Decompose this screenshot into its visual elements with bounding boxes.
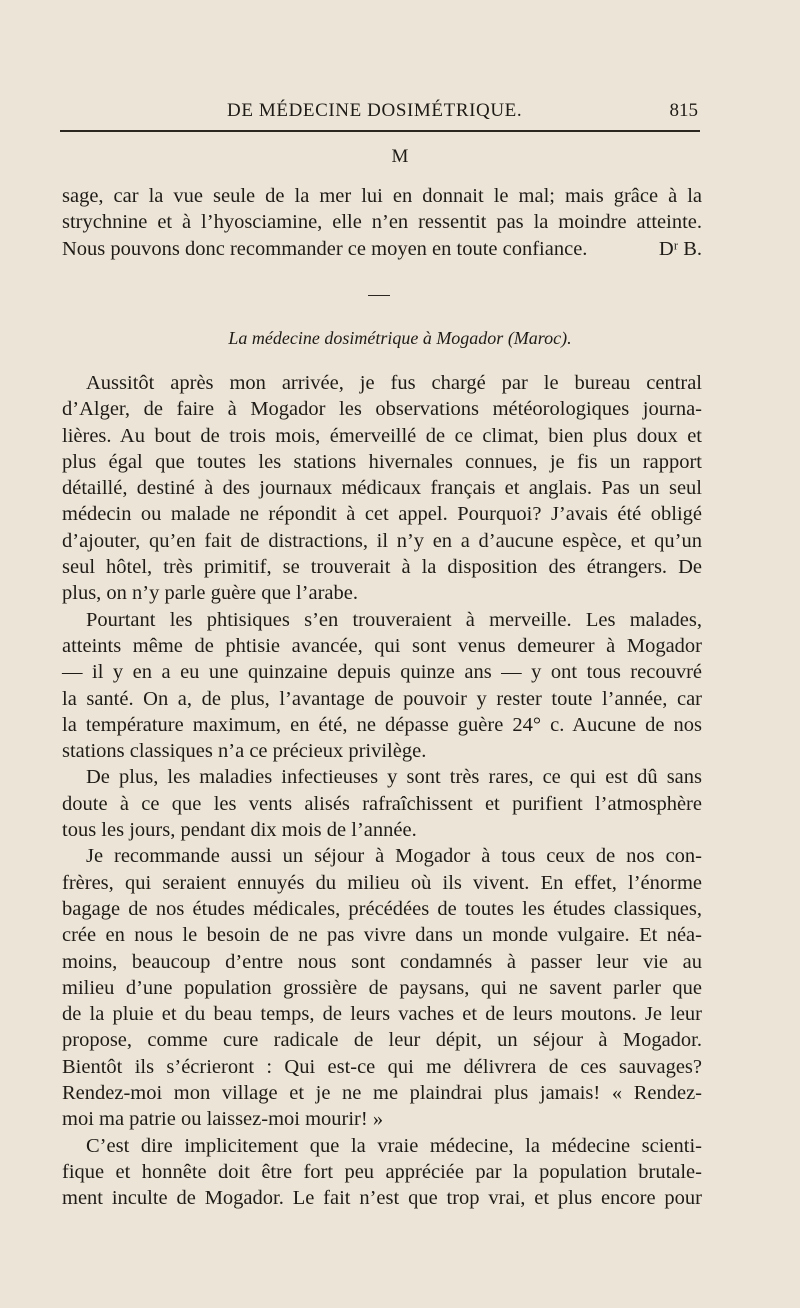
text-line: de la pluie et du beau temps, de leurs vaches et de leurs moutons. Je leur [62,1003,702,1026]
text-line: doute à ce que les vents alisés rafraîchissent et purifient l’atmosphère [62,792,702,815]
intro-paragraph [62,183,702,262]
text-line: fique et honnête doit être fort peu appréciée par la population brutale- [62,1160,702,1183]
text-line: Aussitôt après mon arrivée, je fus chargé par le bureau central [86,372,702,394]
header-rule [60,130,700,132]
text-line-content: Nous pouvons donc recommander ce moyen en toute confiance. [62,237,588,260]
text-line: la santé. On a, de plus, l’avantage de pouvoir y rester toute l’année, car [62,687,702,710]
text-line: sage, car la vue seule de la mer lui en donnait le mal; mais grâce à la [62,185,702,207]
text-line: tous les jours, pendant dix mois de l’année. [62,819,417,842]
text-line: Bientôt ils s’écrieront : Qui est-ce qui me délivrera de ces sauvages? [62,1055,702,1078]
text-line: C’est dire implicitement que la vraie médecine, la médecine scienti- [86,1134,702,1157]
page-header [62,100,698,130]
text-line: ment inculte de Mogador. Le fait n’est que trop vrai, et plus encore pour [62,1187,702,1210]
text-line: Rendez-moi mon village et je ne me plaindrai plus jamais! « Rendez- [62,1082,702,1105]
article-paragraph-1 [62,370,702,1212]
text-line: strychnine et à l’hyosciamine, elle n’en ressentit pas la moindre atteinte. [62,211,702,234]
text-line: d’ajouter, qu’en fait de distractions, il n’y en a d’aucune espèce, et qu’un [62,529,702,552]
text-line: frères, qui seraient ennuyés du milieu où ils vivent. En effet, l’énorme [62,871,702,894]
text-line: détaillé, destiné à des journaux médicaux français et anglais. Pas un seul [62,477,702,500]
text-line: lières. Au bout de trois mois, émerveillé de ce climat, bien plus doux et [62,424,702,447]
text-line: propose, comme cure radicale de leur dépit, un séjour à Mogador. [62,1029,702,1052]
signature-mark: M [391,146,409,167]
text-line: médecin ou malade ne répondit à cet appel. Pourquoi? J’avais été obligé [62,503,702,526]
text-line: milieu d’une population grossière de paysans, qui ne savent parler que [62,976,702,999]
running-title: DE MÉDECINE DOSIMÉTRIQUE. [227,100,523,121]
text-line: plus égal que toutes les stations hivernales connues, je fis un rapport [62,450,702,473]
text-line: Pourtant les phtisiques s’en trouveraient à merveille. Les malades, [86,608,702,631]
text-line: d’Alger, de faire à Mogador les observations météorologiques journa- [62,398,702,421]
text-line: stations classiques n’a ce précieux privilège. [62,740,427,763]
text-line: moins, beaucoup d’entre nous sont condamnés à passer leur vie au [62,950,702,973]
text-line: Je recommande aussi un séjour à Mogador à tous ceux de nos con- [86,845,702,868]
text-line: crée en nous le besoin de ne pas vivre dans un monde vulgaire. Et néa- [62,924,702,947]
page-number: 815 [669,100,698,121]
article-title: La médecine dosimétrique à Mogador (Maroc). [228,328,572,348]
text-line: seul hôtel, très primitif, se trouverait à la disposition des étrangers. De [62,556,702,579]
text-line: De plus, les maladies infectieuses y sont très rares, ce qui est dû sans [86,766,702,789]
text-line: bagage de nos études médicales, précédées de toutes les études classiques, [62,897,702,920]
text-line: moi ma patrie ou laissez-moi mourir! » [62,1108,384,1131]
text-line: atteints même de phtisie avancée, qui sont venus demeurer à Mogador [62,634,702,657]
section-separator [368,295,390,296]
text-line: — il y en a eu une quinzaine depuis quinze ans — y ont tous recouvré [62,661,702,684]
text-line: plus, on n’y parle guère que l’arabe. [62,582,358,605]
author-signature: Dʳ B. [658,237,702,260]
text-line: la température maximum, en été, ne dépasse guère 24° c. Aucune de nos [62,713,702,736]
text-line [62,236,702,262]
